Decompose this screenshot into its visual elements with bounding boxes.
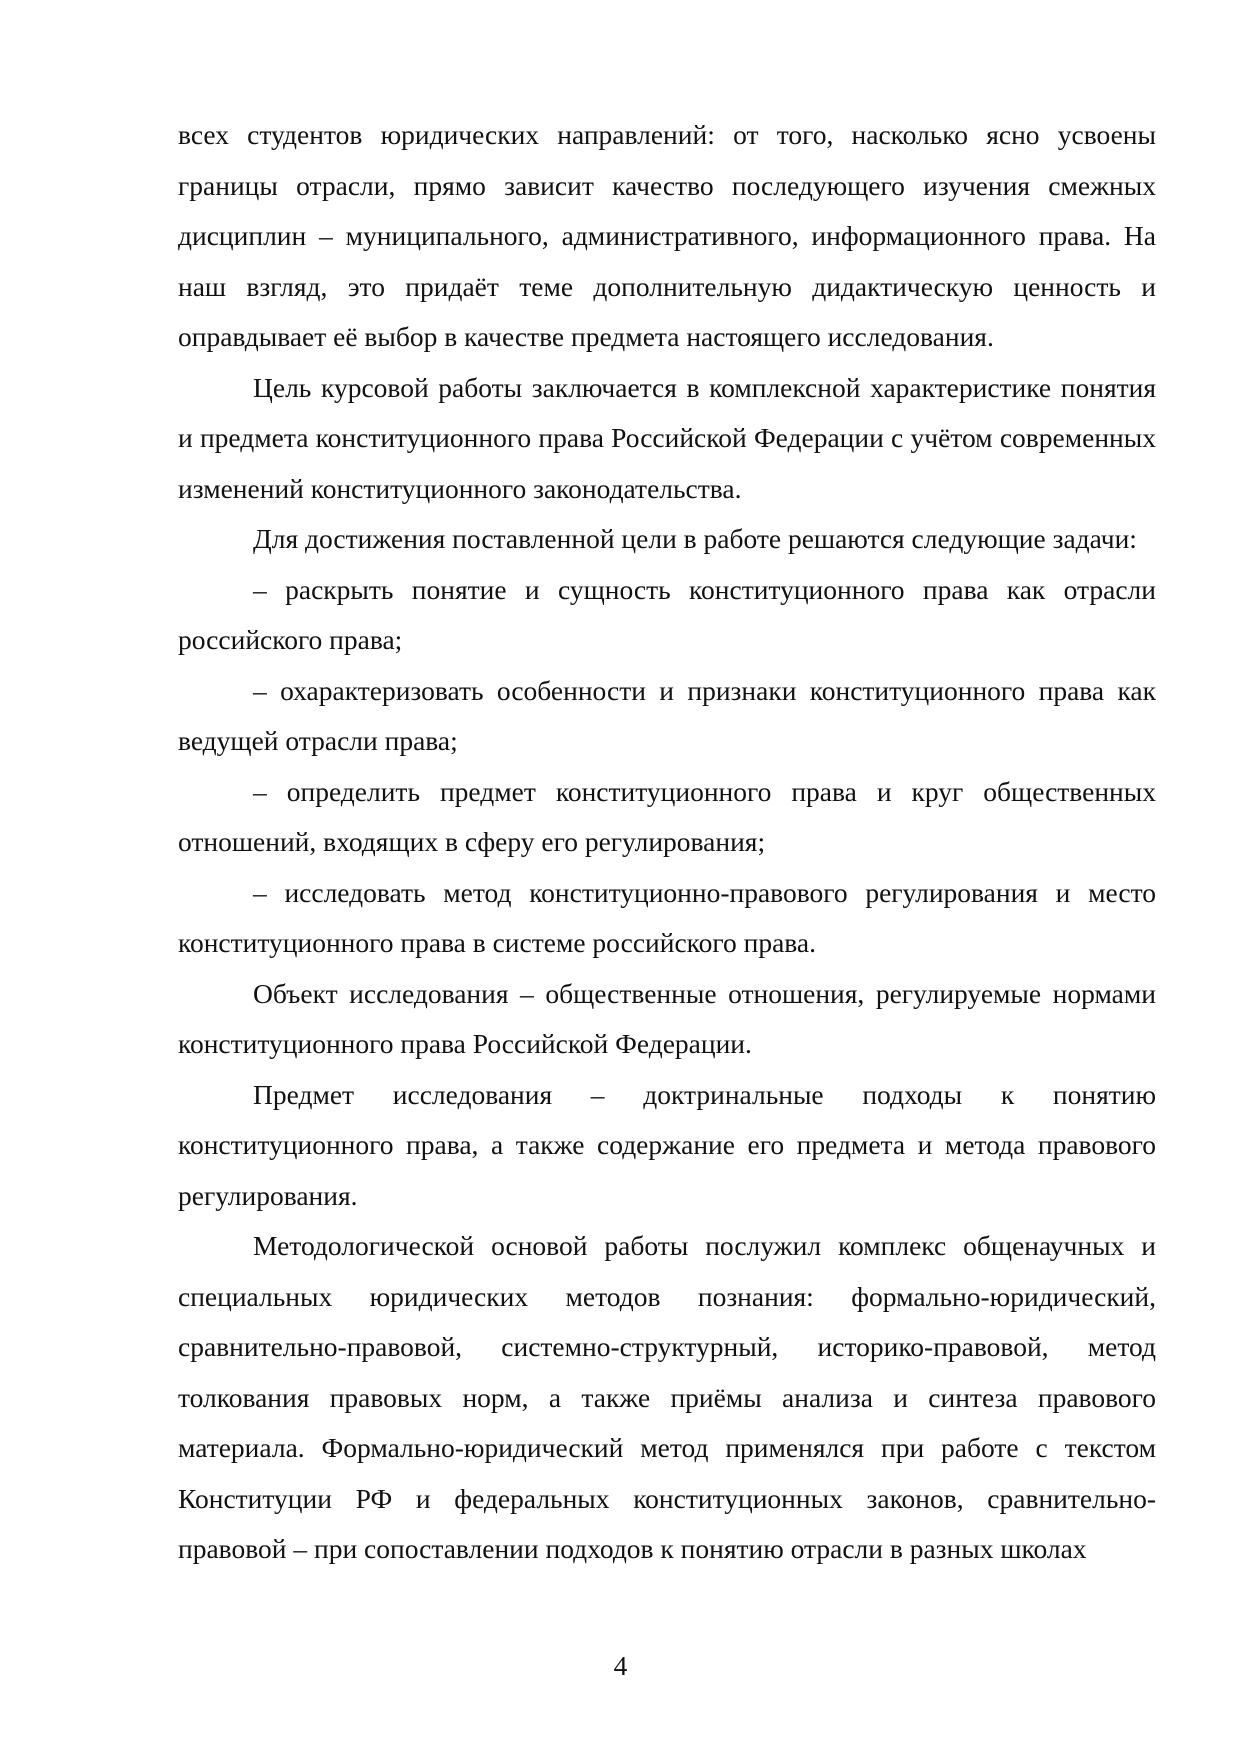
task-item-1: – раскрыть понятие и сущность конституционного права как отрасли российского права; xyxy=(178,573,1156,655)
task-item-2: – охарактеризовать особенности и признаки конституционного права как ведущей отрасли права; xyxy=(178,674,1156,756)
paragraph-subject: Предмет исследования – доктринальные подходы к понятию конституционного права, а также содержание его предмета и метода правового регулирования. xyxy=(178,1078,1156,1211)
page-number: 4 xyxy=(613,1650,628,1681)
paragraph-continuation: всех студентов юридических направлений: от того, насколько ясно усвоены границы отрасли, прямо зависит качество последующего изучения смежных дисциплин – муниципального, административного, информационного права. На наш взгляд, это придаёт теме дополнительную дидактическую ценность и оправдывает её выбор в качестве предмета настоящего исследования. xyxy=(178,119,1156,352)
paragraph-tasks-intro: Для достижения поставленной цели в работе решаются следующие задачи: xyxy=(253,523,1137,554)
body-text xyxy=(178,110,1156,1575)
paragraph-goal: Цель курсовой работы заключается в комплексной характеристике понятия и предмета конституционного права Российской Федерации с учётом современных изменений конституционного законодательства. xyxy=(178,371,1156,504)
paragraph-object: Объект исследования – общественные отношения, регулируемые нормами конституционного права Российской Федерации. xyxy=(178,977,1156,1059)
task-item-4: – исследовать метод конституционно-правового регулирования и место конституционного права в системе российского права. xyxy=(178,876,1156,958)
paragraph-methodology: Методологической основой работы послужил комплекс общенаучных и специальных юридических методов познания: формально-юридический, сравнительно-правовой, системно-структурный, историко-правовой, метод толкования правовых норм, а также приёмы анализа и синтеза правового материала. Формально-юридический метод применялся при работе с текстом Конституции РФ и федеральных конституционных законов, сравнительно-правовой – при сопоставлении подходов к понятию отрасли в разных школах xyxy=(178,1230,1156,1564)
task-item-3: – определить предмет конституционного права и круг общественных отношений, входящих в сферу его регулирования; xyxy=(178,775,1156,857)
